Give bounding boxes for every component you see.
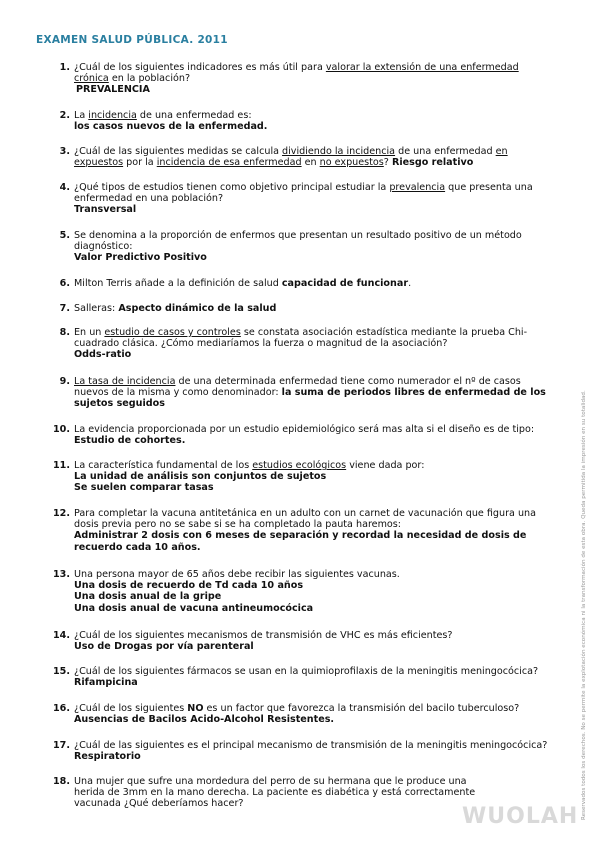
question-text: Se denomina a la proporción de enfermos que presentan un resultado positivo de un método diagnóstico: — [74, 230, 522, 253]
question-text: En un — [74, 327, 105, 338]
question-17 — [36, 740, 556, 762]
answer: Odds-ratio — [74, 349, 132, 361]
question-text: ? — [383, 157, 392, 169]
answer: La unidad de análisis son conjuntos de sujetos — [74, 471, 327, 483]
question-number: 12. — [53, 508, 70, 519]
question-emphasis: dividiendo la incidencia — [282, 146, 396, 157]
answer: capacidad de funcionar — [281, 278, 409, 289]
answer: Una dosis de recuerdo de Td cada 10 años — [74, 580, 304, 592]
question-text: ¿Cuál de las siguientes medidas se calcula — [74, 146, 283, 157]
question-emphasis: NO — [187, 703, 204, 714]
question-number: 18. — [53, 776, 70, 787]
answer: Rifampicina — [74, 677, 138, 689]
question-2 — [36, 110, 556, 132]
question-number: 5. — [59, 230, 70, 241]
question-text: ¿Qué tipos de estudios tienen como objetivo principal estudiar la — [74, 182, 390, 193]
question-13 — [36, 569, 556, 614]
question-text: de una enfermedad — [395, 146, 496, 157]
question-number: 16. — [53, 703, 70, 714]
question-7 — [36, 303, 556, 314]
answer: Aspecto dinámico de la salud — [118, 303, 277, 314]
question-text: en la población? — [108, 73, 191, 85]
wuolah-logo: WUOLAH — [462, 804, 579, 829]
question-emphasis: estudios ecológicos — [252, 460, 347, 471]
answer: Ausencias de Bacilos Acido-Alcohol Resistentes. — [74, 714, 335, 726]
question-text: ¿Cuál de los siguientes — [74, 703, 188, 714]
question-emphasis: incidencia de esa enfermedad — [156, 157, 302, 169]
question-number: 8. — [59, 327, 70, 338]
question-text: en — [301, 157, 320, 169]
question-8 — [36, 327, 556, 361]
question-number: 2. — [59, 110, 70, 121]
question-text: ¿Cuál de los siguientes indicadores es más útil para — [74, 62, 326, 73]
question-text: es un factor que favorezca la transmisión del bacilo tuberculoso? — [203, 703, 520, 714]
question-number: 1. — [59, 62, 70, 73]
page-title: EXAMEN SALUD PÚBLICA. 2011 — [36, 34, 228, 46]
question-number: 10. — [53, 424, 70, 435]
question-text: La evidencia proporcionada por un estudio epidemiológico será mas alta si el diseño es de tipo: — [74, 424, 535, 435]
question-text: Salleras: — [74, 303, 119, 314]
question-emphasis: en expuestos — [74, 146, 508, 169]
question-text: que presenta una enfermedad en una población? — [74, 182, 533, 205]
answer: Estudio de cohortes. — [74, 435, 186, 447]
question-text: por la — [123, 157, 157, 169]
question-text: Para completar la vacuna antitetánica en un adulto con un carnet de vacunación que figura una dosis previa pero no se sabe si se ha completado la pauta haremos: — [74, 508, 536, 531]
question-number: 3. — [59, 146, 70, 157]
answer: Respiratorio — [74, 751, 141, 763]
answer: la suma de periodos libres de enfermedad de los sujetos seguidos — [74, 387, 546, 410]
answer: Transversal — [74, 204, 137, 216]
answer: Una dosis anual de la gripe — [74, 591, 222, 603]
question-text: viene dada por: — [346, 460, 425, 471]
question-1 — [36, 62, 556, 96]
copyright-side-note: Reservados todos los derechos. No se permite la explotación económica ni la transformación de esta obra. Queda permitida la impresión en su totalidad. — [581, 390, 587, 820]
question-number: 13. — [53, 569, 70, 580]
question-6 — [36, 278, 556, 289]
answer: PREVALENCIA — [76, 84, 150, 96]
question-15 — [36, 666, 556, 688]
question-number: 17. — [53, 740, 70, 751]
question-text: ¿Cuál de los siguientes mecanismos de transmisión de VHC es más eficientes? — [74, 630, 453, 641]
question-number: 6. — [59, 278, 70, 289]
question-11 — [36, 460, 556, 494]
question-14 — [36, 630, 556, 652]
question-12 — [36, 508, 556, 553]
question-number: 15. — [53, 666, 70, 677]
question-text: La — [74, 110, 89, 121]
question-number: 9. — [59, 376, 70, 387]
question-emphasis: valorar la extensión de una enfermedad crónica — [74, 62, 519, 85]
question-number: 14. — [53, 630, 70, 641]
answer: Una dosis anual de vacuna antineumocócica — [74, 602, 314, 614]
answer: Riesgo relativo — [391, 157, 474, 169]
question-text: ¿Cuál de los siguientes fármacos se usan en la quimioprofilaxis de la meningitis meningocócica? — [74, 666, 539, 677]
question-9 — [36, 376, 556, 410]
answer: Se suelen comparar tasas — [74, 482, 214, 494]
question-emphasis: no expuestos — [319, 157, 384, 169]
question-text: de una determinada enfermedad tiene como numerador el nº de casos nuevos de la misma y como denominador: — [74, 376, 521, 399]
question-text: . — [408, 278, 412, 289]
question-4 — [36, 182, 556, 216]
question-text: se constata asociación estadística mediante la prueba Chi-cuadrado clásica. ¿Cómo mediaríamos la fuerza o magnitud de la asociación? — [74, 327, 528, 350]
question-5 — [36, 230, 556, 264]
answer: Administrar 2 dosis con 6 meses de separación y recordad la necesidad de dosis de recuerdo cada 10 años. — [74, 530, 527, 553]
question-emphasis: incidencia — [88, 110, 137, 121]
question-number: 7. — [59, 303, 70, 314]
question-text: de una enfermedad es: — [136, 110, 252, 121]
answer: Valor Predictivo Positivo — [74, 252, 207, 264]
question-number: 11. — [53, 460, 70, 471]
question-text: La característica fundamental de los — [74, 460, 253, 471]
answer: Uso de Drogas por vía parenteral — [74, 641, 254, 653]
answer: los casos nuevos de la enfermedad. — [74, 121, 268, 133]
question-text: ¿Cuál de las siguientes es el principal mecanismo de transmisión de la meningitis meningocócica? — [74, 740, 548, 751]
question-number: 4. — [59, 182, 70, 193]
question-3 — [36, 146, 556, 168]
question-10 — [36, 424, 556, 446]
question-text: Una mujer que sufre una mordedura del perro de su hermana que le produce una herida de 3mm en la mano derecha. La paciente es diabética y está correctamente vacunada ¿Qué deberíamos hacer? — [74, 776, 476, 810]
question-emphasis: prevalencia — [389, 182, 446, 193]
question-text: Milton Terris añade a la definición de salud — [74, 278, 282, 289]
question-emphasis: estudio de casos y controles — [104, 327, 241, 338]
question-text: Una persona mayor de 65 años debe recibir las siguientes vacunas. — [74, 569, 400, 580]
question-16 — [36, 703, 556, 725]
question-emphasis: La tasa de incidencia — [74, 376, 176, 387]
